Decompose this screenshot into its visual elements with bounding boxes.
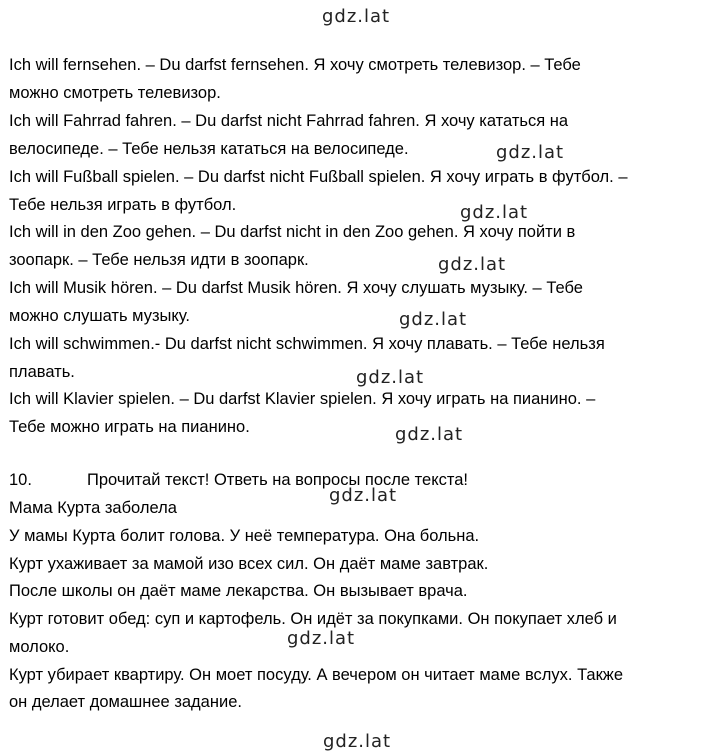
dialogue-line: Ich will Fahrrad fahren. – Du darfst nicht Fahrrad fahren. Я хочу кататься на — [9, 112, 569, 130]
watermark: gdz.lat — [323, 731, 392, 752]
story-line: Курт убирает квартиру. Он моет посуду. А вечером он читает маме вслух. Также — [9, 666, 624, 684]
dialogue-line: Тебе можно играть на пианино. — [9, 418, 250, 436]
dialogue-line: зоопарк. – Тебе нельзя идти в зоопарк. — [9, 251, 309, 269]
dialogue-line: Ich will Musik hören. – Du darfst Musik hören. Я хочу слушать музыку. – Тебе — [9, 279, 583, 297]
story-line: У мамы Курта болит голова. У неё температура. Она больна. — [9, 527, 480, 545]
dialogue-line: Ich will Fußball spielen. – Du darfst nicht Fußball spielen. Я хочу играть в футбол. – — [9, 168, 628, 186]
dialogue-line: Ich will schwimmen.- Du darfst nicht schwimmen. Я хочу плавать. – Тебе нельзя — [9, 335, 605, 353]
dialogue-line: велосипеде. – Тебе нельзя кататься на велосипеде. — [9, 140, 409, 158]
dialogue-line: плавать. — [9, 363, 75, 381]
exercise-number: 10. — [9, 471, 32, 489]
story-title: Мама Курта заболела — [9, 499, 177, 517]
watermark: gdz.lat — [460, 202, 529, 223]
watermark: gdz.lat — [329, 485, 398, 506]
story-line: он делает домашнее задание. — [9, 693, 242, 711]
dialogue-line: Тебе нельзя играть в футбол. — [9, 196, 237, 214]
dialogue-line: Ich will in den Zoo gehen. – Du darfst nicht in den Zoo gehen. Я хочу пойти в — [9, 223, 576, 241]
dialogue-line: можно слушать музыку. — [9, 307, 190, 325]
dialogue-line: Ich will fernsehen. – Du darfst fernsehen. Я хочу смотреть телевизор. – Тебе — [9, 56, 581, 74]
watermark: gdz.lat — [395, 424, 464, 445]
dialogue-line: Ich will Klavier spielen. – Du darfst Klavier spielen. Я хочу играть на пианино. – — [9, 390, 596, 408]
story-line: Курт ухаживает за мамой изо всех сил. Он даёт маме завтрак. — [9, 555, 489, 573]
story-line: молоко. — [9, 638, 70, 656]
watermark: gdz.lat — [322, 6, 391, 27]
dialogue-line: можно смотреть телевизор. — [9, 84, 221, 102]
watermark: gdz.lat — [399, 309, 468, 330]
story-line: После школы он даёт маме лекарства. Он вызывает врача. — [9, 582, 468, 600]
watermark: gdz.lat — [438, 254, 507, 275]
watermark: gdz.lat — [287, 628, 356, 649]
watermark: gdz.lat — [496, 142, 565, 163]
watermark: gdz.lat — [356, 367, 425, 388]
exercise-instruction: Прочитай текст! Ответь на вопросы после текста! — [87, 471, 468, 489]
story-line: Курт готовит обед: суп и картофель. Он идёт за покупками. Он покупает хлеб и — [9, 610, 617, 628]
